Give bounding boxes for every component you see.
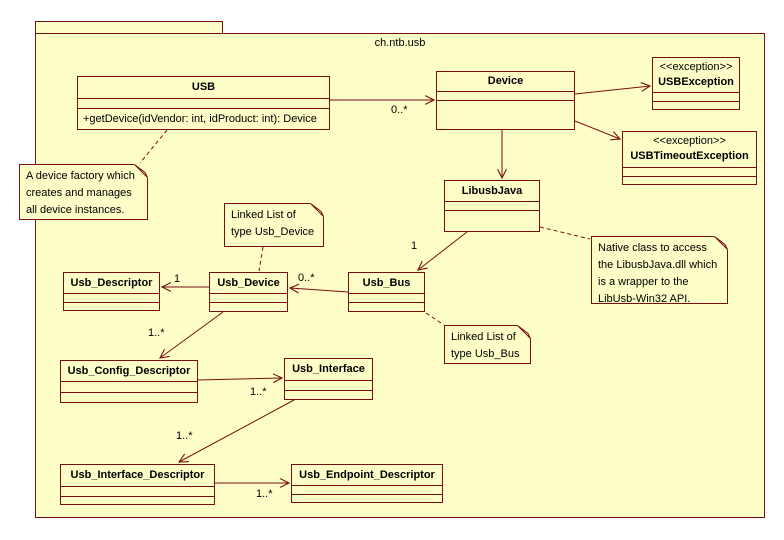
note-fold-icon bbox=[310, 203, 324, 217]
class-name-label: USBTimeoutException bbox=[630, 150, 749, 162]
attributes-compartment bbox=[285, 380, 372, 390]
operation-label: +getDevice(idVendor: int, idProduct: int): Device bbox=[83, 113, 317, 125]
class-usbdevice[interactable] bbox=[209, 272, 288, 312]
note-native-class[interactable] bbox=[591, 236, 728, 304]
class-usbinterfacedescriptor[interactable] bbox=[60, 464, 215, 505]
package-name: ch.ntb.usb bbox=[374, 37, 426, 49]
attributes-compartment bbox=[64, 293, 159, 302]
note-connector-libusbjava-native[interactable] bbox=[540, 227, 590, 239]
note-connector-usbbus-linkedlist[interactable] bbox=[426, 313, 444, 325]
multiplicity-label: 1..* bbox=[256, 488, 273, 500]
multiplicity-label: 1 bbox=[411, 240, 418, 252]
class-name-label: Usb_Device bbox=[217, 277, 280, 289]
association-usbdevice-usbconfigdescriptor[interactable] bbox=[160, 312, 223, 358]
attributes-compartment bbox=[61, 486, 214, 496]
class-usbtimeoutexception[interactable] bbox=[622, 131, 757, 185]
note-connector-linkedlist-usbdevice[interactable] bbox=[259, 247, 263, 271]
class-libusbjava[interactable] bbox=[444, 180, 540, 232]
class-name-label: USB bbox=[191, 81, 216, 93]
operations-compartment bbox=[64, 302, 159, 310]
class-name-label: USBException bbox=[658, 76, 734, 88]
class-header bbox=[623, 132, 756, 167]
attributes-compartment bbox=[623, 167, 756, 176]
note-fold-icon bbox=[714, 236, 728, 250]
note-text: Linked List of type Usb_Device bbox=[231, 209, 315, 238]
operations-compartment bbox=[445, 210, 539, 231]
association-device-usbexception[interactable] bbox=[575, 86, 650, 94]
operations-compartment bbox=[349, 302, 424, 311]
operations-compartment bbox=[623, 176, 756, 184]
multiplicity-label: 0..* bbox=[391, 104, 408, 116]
class-usbinterface[interactable] bbox=[284, 358, 373, 400]
multiplicity-label: 0..* bbox=[298, 272, 315, 284]
class-usbendpointdescriptor[interactable] bbox=[291, 464, 443, 503]
note-linked-list-usb-bus[interactable] bbox=[444, 325, 531, 364]
class-name-label: Usb_Descriptor bbox=[70, 277, 153, 289]
multiplicity-label: 1..* bbox=[176, 430, 193, 442]
note-text: A device factory which creates and manages all device instances. bbox=[26, 170, 135, 216]
class-usbexception[interactable] bbox=[652, 57, 740, 110]
note-device-factory[interactable] bbox=[19, 164, 148, 220]
class-header bbox=[653, 58, 739, 92]
class-name-label: Device bbox=[487, 75, 524, 87]
operations-compartment bbox=[653, 101, 739, 109]
attributes-compartment bbox=[653, 92, 739, 101]
multiplicity-label: 1..* bbox=[250, 386, 267, 398]
operations-compartment bbox=[61, 496, 214, 504]
stereotype-label: <<exception>> bbox=[659, 61, 733, 73]
operations-compartment bbox=[210, 302, 287, 311]
operations-compartment bbox=[285, 390, 372, 399]
class-name-label: Usb_Interface bbox=[292, 363, 365, 375]
operations-compartment bbox=[437, 100, 574, 129]
attributes-compartment bbox=[61, 381, 197, 392]
note-fold-icon bbox=[517, 325, 531, 339]
association-usbconfigdescriptor-usbinterface[interactable] bbox=[198, 378, 282, 380]
operations-compartment bbox=[61, 392, 197, 402]
operations-compartment bbox=[78, 108, 329, 129]
association-usbbus-usbdevice[interactable] bbox=[290, 288, 348, 292]
attributes-compartment bbox=[78, 98, 329, 108]
class-name-label: Usb_Config_Descriptor bbox=[67, 365, 191, 377]
note-text: Native class to access the LibusbJava.dll which is a wrapper to the LibUsb-Win32 API. bbox=[598, 242, 718, 305]
attributes-compartment bbox=[445, 201, 539, 210]
class-name-label: LibusbJava bbox=[461, 185, 523, 197]
attributes-compartment bbox=[437, 91, 574, 100]
class-usbdescriptor[interactable] bbox=[63, 272, 160, 311]
class-usbbus[interactable] bbox=[348, 272, 425, 312]
attributes-compartment bbox=[210, 293, 287, 302]
class-name-label: Usb_Bus bbox=[362, 277, 411, 289]
class-device[interactable] bbox=[436, 71, 575, 130]
class-usb[interactable] bbox=[77, 76, 330, 130]
multiplicity-label: 1 bbox=[174, 273, 181, 285]
association-libusbjava-usbbus[interactable] bbox=[418, 232, 467, 270]
multiplicity-label: 1..* bbox=[148, 327, 165, 339]
attributes-compartment bbox=[292, 485, 442, 494]
association-device-usbtimeoutexception[interactable] bbox=[575, 121, 620, 139]
operations-compartment bbox=[292, 494, 442, 502]
class-name-label: Usb_Endpoint_Descriptor bbox=[299, 469, 435, 481]
note-linked-list-usb-device[interactable] bbox=[224, 203, 324, 247]
association-usbinterface-usbinterfacedescriptor[interactable] bbox=[179, 400, 294, 462]
class-name-label: Usb_Interface_Descriptor bbox=[70, 469, 205, 481]
class-usbconfigdescriptor[interactable] bbox=[60, 360, 198, 403]
note-fold-icon bbox=[134, 164, 148, 178]
attributes-compartment bbox=[349, 293, 424, 302]
note-text: Linked List of type Usb_Bus bbox=[451, 331, 520, 360]
note-connector-usb-factory[interactable] bbox=[140, 130, 167, 163]
stereotype-label: <<exception>> bbox=[653, 135, 726, 147]
